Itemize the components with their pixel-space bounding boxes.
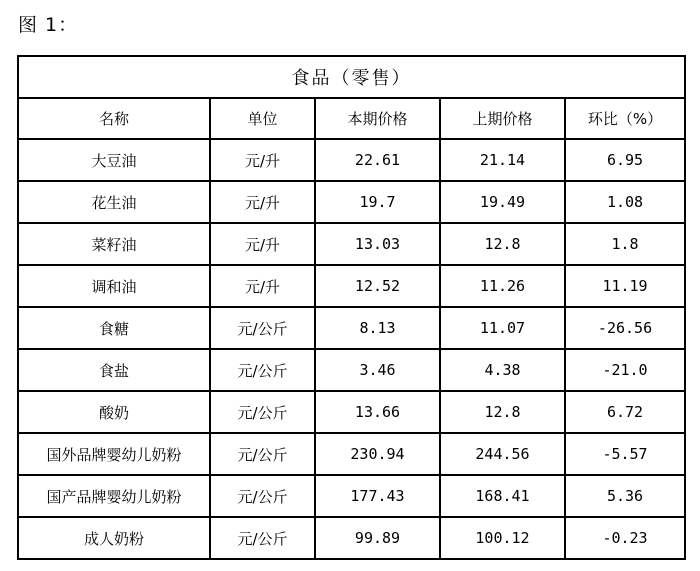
cell-name: 成人奶粉 (18, 517, 210, 559)
cell-change: -5.57 (565, 433, 685, 475)
table-row (18, 517, 685, 559)
cell-previous-price: 12.8 (440, 223, 565, 265)
cell-previous-price: 244.56 (440, 433, 565, 475)
cell-change: 11.19 (565, 265, 685, 307)
table-row (18, 307, 685, 349)
cell-name: 酸奶 (18, 391, 210, 433)
cell-change: -21.0 (565, 349, 685, 391)
cell-change: 1.8 (565, 223, 685, 265)
cell-current-price: 13.03 (315, 223, 440, 265)
table-row (18, 223, 685, 265)
cell-previous-price: 11.26 (440, 265, 565, 307)
table-row (18, 391, 685, 433)
cell-unit: 元/公斤 (210, 433, 315, 475)
header-unit: 单位 (210, 98, 315, 139)
cell-previous-price: 100.12 (440, 517, 565, 559)
cell-name: 大豆油 (18, 139, 210, 181)
table-row (18, 475, 685, 517)
cell-unit: 元/公斤 (210, 475, 315, 517)
header-current-price: 本期价格 (315, 98, 440, 139)
cell-current-price: 12.52 (315, 265, 440, 307)
cell-unit: 元/公斤 (210, 517, 315, 559)
table-row (18, 265, 685, 307)
cell-current-price: 19.7 (315, 181, 440, 223)
cell-name: 菜籽油 (18, 223, 210, 265)
cell-change: 1.08 (565, 181, 685, 223)
cell-unit: 元/公斤 (210, 391, 315, 433)
header-row (18, 98, 685, 139)
cell-name: 食糖 (18, 307, 210, 349)
cell-change: 5.36 (565, 475, 685, 517)
cell-change: -0.23 (565, 517, 685, 559)
figure-label: 图 1： (18, 14, 79, 36)
cell-unit: 元/升 (210, 265, 315, 307)
header-change: 环比（%） (565, 98, 685, 139)
price-table (17, 55, 686, 560)
cell-current-price: 3.46 (315, 349, 440, 391)
cell-unit: 元/升 (210, 223, 315, 265)
table-row (18, 139, 685, 181)
cell-name: 国外品牌婴幼儿奶粉 (18, 433, 210, 475)
cell-previous-price: 168.41 (440, 475, 565, 517)
cell-previous-price: 11.07 (440, 307, 565, 349)
table-title-row (18, 56, 685, 98)
cell-previous-price: 21.14 (440, 139, 565, 181)
table-title: 食品（零售） (18, 56, 685, 98)
table-row (18, 181, 685, 223)
cell-current-price: 99.89 (315, 517, 440, 559)
cell-name: 调和油 (18, 265, 210, 307)
cell-previous-price: 4.38 (440, 349, 565, 391)
cell-current-price: 177.43 (315, 475, 440, 517)
cell-name: 国产品牌婴幼儿奶粉 (18, 475, 210, 517)
cell-current-price: 22.61 (315, 139, 440, 181)
cell-current-price: 8.13 (315, 307, 440, 349)
header-name: 名称 (18, 98, 210, 139)
cell-change: -26.56 (565, 307, 685, 349)
cell-name: 食盐 (18, 349, 210, 391)
table-row (18, 433, 685, 475)
cell-previous-price: 12.8 (440, 391, 565, 433)
header-previous-price: 上期价格 (440, 98, 565, 139)
cell-change: 6.72 (565, 391, 685, 433)
cell-unit: 元/公斤 (210, 349, 315, 391)
cell-change: 6.95 (565, 139, 685, 181)
cell-unit: 元/升 (210, 139, 315, 181)
table-row (18, 349, 685, 391)
cell-unit: 元/升 (210, 181, 315, 223)
cell-current-price: 230.94 (315, 433, 440, 475)
cell-unit: 元/公斤 (210, 307, 315, 349)
cell-current-price: 13.66 (315, 391, 440, 433)
cell-previous-price: 19.49 (440, 181, 565, 223)
cell-name: 花生油 (18, 181, 210, 223)
